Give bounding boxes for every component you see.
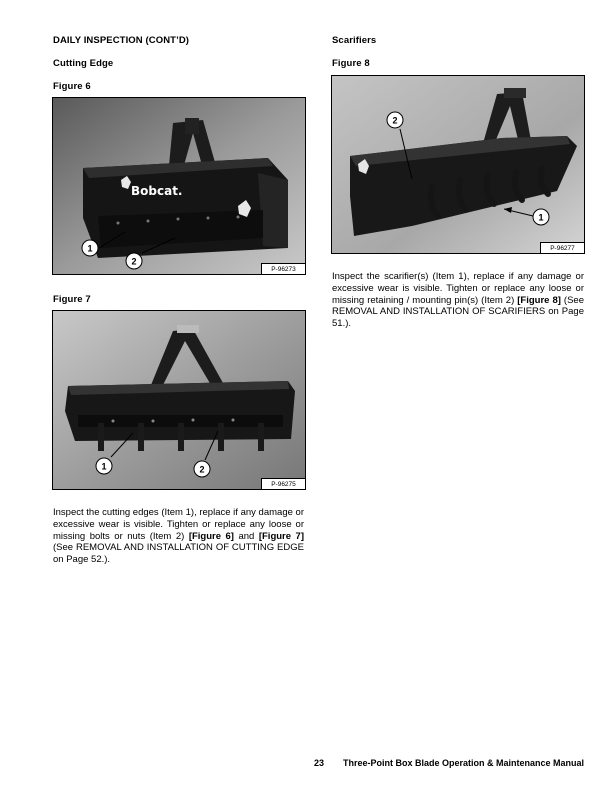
figure-6-reference: [Figure 6] bbox=[188, 530, 234, 542]
fig6-callout-1: 1 bbox=[87, 243, 93, 254]
figure-6-label: Figure 6 bbox=[53, 81, 91, 92]
figure-8-id: P-96277 bbox=[540, 242, 584, 253]
figure-6-image bbox=[52, 97, 306, 275]
figure-7-reference: [Figure 7] bbox=[258, 530, 304, 542]
figure-8-label: Figure 8 bbox=[332, 58, 370, 69]
fig7-callout-1: 1 bbox=[101, 461, 107, 472]
fig7-callout-2: 2 bbox=[199, 464, 205, 475]
figure-7-image bbox=[52, 310, 306, 490]
figure-8-image bbox=[331, 75, 585, 254]
section-title: DAILY INSPECTION (CONT’D) bbox=[53, 35, 190, 46]
cutting-edge-paragraph: Inspect the cutting edges (Item 1), replace if any damage or excessive wear is visible. Tighten or replace any loose or missing bolts or nuts (Item 2) [Figure 6] and [Figure 7] (See REMOVAL AND INSTALLATION OF CUTTING EDGE on Page 52.). bbox=[53, 507, 304, 566]
figure-7-label: Figure 7 bbox=[53, 294, 91, 305]
fig8-callout-1: 1 bbox=[538, 212, 544, 223]
figure-6-id: P-96273 bbox=[261, 263, 305, 274]
page-number: 23 bbox=[314, 758, 325, 768]
fig6-callout-2: 2 bbox=[131, 256, 137, 267]
brand-logo-text: Bobcat. bbox=[131, 184, 183, 198]
figure-8-reference: [Figure 8] bbox=[517, 294, 561, 306]
figure-7-id: P-96275 bbox=[261, 478, 305, 489]
fig8-callout-2: 2 bbox=[392, 115, 398, 126]
cutting-edge-heading: Cutting Edge bbox=[53, 58, 114, 69]
scarifiers-heading: Scarifiers bbox=[332, 35, 377, 46]
scarifiers-paragraph: Inspect the scarifier(s) (Item 1), replace if any damage or excessive wear is visible. Tighten or replace any loose or missing retaining / mounting pin(s) (Item 2) [Figure 8] (See REMOVAL AND INSTALLATION OF SCARIFIERS on Page 51.). bbox=[332, 271, 584, 330]
manual-title: Three-Point Box Blade Operation & Maintenance Manual bbox=[343, 758, 585, 768]
